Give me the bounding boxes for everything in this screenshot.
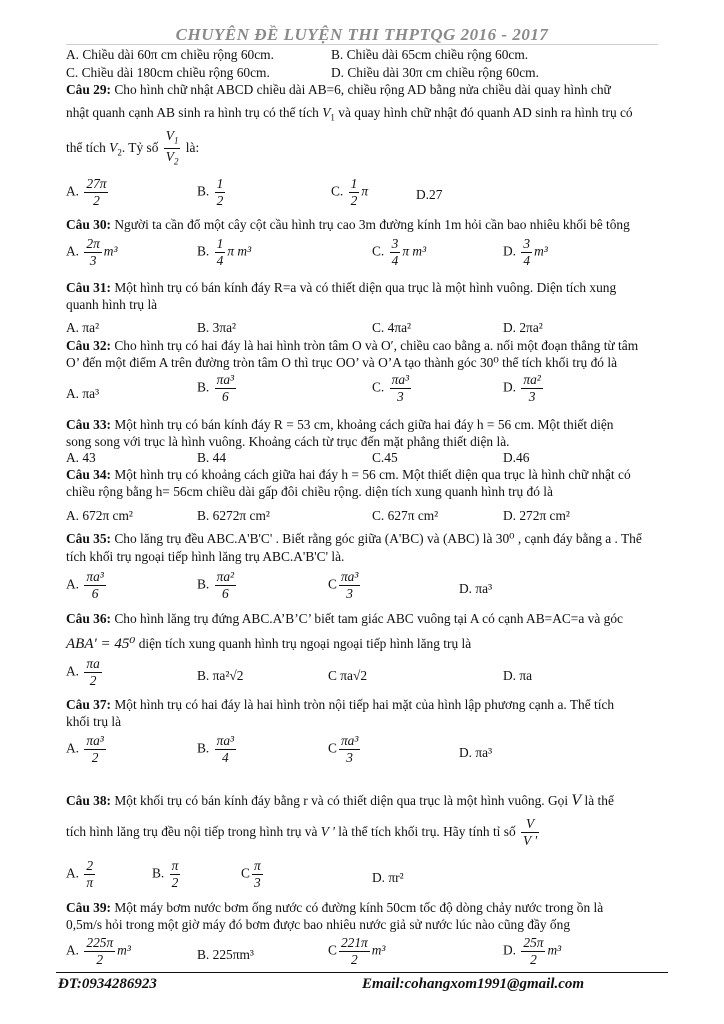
q30-b-num: 1 [216,236,224,251]
q34-option-c[interactable]: C. 627π cm² [372,508,439,523]
q32-option-a[interactable]: A. πa³ [66,386,100,401]
q29-v2-sub: 2 [117,147,122,158]
q30-d-num: 3 [523,236,531,251]
q37-c-num: πa³ [340,733,359,748]
q29-v1: V [322,105,331,120]
q37-option-a[interactable]: A. $\frac{\text{πa³}}{2}$ [66,733,104,765]
q30-option-d[interactable]: D. $\frac{3}{4}$ m³ [503,236,548,268]
q39-c-tail: m³ [371,942,386,958]
q30-line1 [66,216,630,233]
q30-c-num: 3 [391,236,399,251]
q29-ratio-num: V [165,127,174,143]
q31-option-a[interactable]: A. πa² [66,320,100,335]
prev-option-d: D. Chiều dài 30π cm chiều rộng 60cm. [331,65,539,80]
q33-option-c[interactable]: C.45 [372,450,398,465]
q33-option-b[interactable]: B. 44 [197,450,227,465]
page-header: CHUYÊN ĐỀ LUYỆN THI THPTQG 2016 - 2017 [175,25,549,44]
q31-line1 [66,279,616,296]
q29-ratio-den: V [165,149,174,165]
q38-text1: Một khối trụ có bán kính đáy bằng r và có thiết diện qua trục là một hình vuông. Gọi [111,793,572,808]
q29-text3c: là: [182,140,200,155]
q39-label: Câu 39: [66,900,112,915]
q37-b-num: πa³ [216,733,235,748]
q32-b-num: πa³ [216,372,235,387]
q37-option-d[interactable]: D. πa³ [459,745,493,760]
prev-option-a: A. Chiều dài 60π cm chiều rộng 60cm. [66,47,274,62]
q35-option-d[interactable]: D. πa³ [459,581,493,596]
q37-a-num: πa³ [86,733,104,748]
q36-option-d[interactable]: D. πa [503,668,533,683]
q38-line2 [66,812,541,852]
q38-line1 [66,792,614,809]
q32-d-den: 3 [528,389,536,404]
q33-line2: song song với trục là hình vuông. Khoảng cách từ trục đến mặt phẳng thiết diện là. [66,434,510,449]
q37-option-b[interactable]: B. $\frac{\text{πa³}}{4}$ [197,733,235,765]
q29-c-den: 2 [350,193,358,208]
q37-label: Câu 37: [66,697,112,712]
header-rule [66,44,658,45]
q36-angle: ABA' = 45⁰ [66,636,136,652]
q39-option-c[interactable]: C $\frac{221\pi}{2}$ m³ [328,935,386,967]
q29-a-den: 2 [93,193,100,208]
q29-v1-sub: 1 [330,112,335,123]
q29-option-a[interactable]: A. $\frac{27\pi}{2}$ [66,176,107,208]
q35-option-a[interactable]: A. $\frac{\text{πa³}}{6}$ [66,569,104,601]
q38-text1b: là thể [581,793,614,808]
q32-d-num: πa² [523,372,541,387]
q37-text1: Một hình trụ có hai đáy là hai hình tròn nội tiếp hai mặt của hình lập phương cạnh a. Thể tích [111,697,615,712]
q29-label: Câu 29: [66,82,112,97]
q36-option-b[interactable]: B. πa²√2 [197,668,244,683]
q31-option-d[interactable]: D. 2πa² [503,320,543,335]
q36-line1 [66,610,623,627]
q38-v: V [571,792,582,809]
q39-a-num: 225π [86,935,114,950]
q29-ratio-den-sub: 2 [173,157,179,168]
q31-option-b[interactable]: B. 3πa² [197,320,237,335]
q33-option-d[interactable]: D.46 [503,450,530,465]
q38-label: Câu 38: [66,793,112,808]
q38-ratio-num: V [521,816,539,833]
q29-option-c[interactable]: C. $\frac{1}{2}$ π [331,176,369,208]
q32-line1 [66,337,638,354]
q29-b-num: 1 [216,176,224,191]
q30-option-c[interactable]: C. $\frac{3}{4}$ π m³ [372,236,427,268]
q35-option-c[interactable]: C $\frac{\text{πa³}}{3}$ [328,569,359,601]
q38-option-a[interactable]: A. $\frac{2}{\pi}$ [66,858,94,890]
q36-label: Câu 36: [66,611,112,626]
q38-vprime: V ' [320,824,335,839]
q35-b-num: πa² [216,569,235,584]
q35-a-den: 6 [91,586,99,601]
q39-d-den: 2 [530,952,537,967]
q37-a-den: 2 [91,750,99,765]
q35-line2: tích khối trụ ngoại tiếp hình lăng trụ ABC.A'B'C' là. [66,549,345,564]
q39-text1: Một máy bơm nước bơm ống nước có đường kính 50cm tốc độ dòng chảy nước trong ồn là [111,900,604,915]
q33-option-a[interactable]: A. 43 [66,450,96,465]
footer-rule [56,972,668,973]
q32-c-num: πa³ [391,372,410,387]
q39-option-b[interactable]: B. 225πm³ [197,947,254,962]
q32-text1: Cho hình trụ có hai đáy là hai hình tròn tâm O và O′, chiều cao bằng a. nối một đoạn thẳng từ tâm [111,338,639,353]
q39-a-den: 2 [96,952,104,967]
q36-option-c[interactable]: C πa√2 [328,668,368,683]
prev-option-b: B. Chiều dài 65cm chiều rộng 60cm. [331,47,529,62]
q29-ratio [164,128,181,170]
q35-b-den: 6 [222,586,229,601]
q38-a-den: π [86,875,94,890]
q29-option-d[interactable]: D.27 [416,187,443,202]
q29-option-b[interactable]: B. $\frac{1}{2}$ [197,176,224,208]
q36-option-a[interactable]: A. $\frac{\pi a}{2}$ [66,656,100,688]
q36-text1: Cho hình lăng trụ đứng ABC.A’B’C’ biết tam giác ABC vuông tại A có cạnh AB=AC=a và góc [111,611,623,626]
q30-a-tail: m³ [103,243,118,259]
q36-text2b: diện tích xung quanh hình trụ ngoại ngoại tiếp hình lăng trụ là [135,636,472,651]
q35-a-num: πa³ [86,569,104,584]
footer-phone: ĐT:0934286923 [58,976,157,992]
q38-text2b: là thể tích khối trụ. Hãy tính tỉ số [334,824,520,839]
q30-d-tail: m³ [534,243,548,259]
q32-b-den: 6 [222,389,229,404]
q29-text2a: nhật quanh cạnh AB sinh ra hình trụ có thể tích [66,105,323,120]
q29-text2b: và quay hình chữ nhật đó quanh AD sinh ra hình trụ có [334,105,633,120]
q38-b-num: π [171,858,179,873]
q29-b-den: 2 [216,193,224,208]
q38-c-num: π [253,858,261,873]
q39-option-a[interactable]: A. $\frac{225\pi}{2}$ m³ [66,935,131,967]
q32-label: Câu 32: [66,338,112,353]
q38-a-num: 2 [84,858,95,875]
q39-option-d[interactable]: D. $\frac{25\pi}{2}$ m³ [503,935,562,967]
q37-b-den: 4 [222,750,229,765]
q31-label: Câu 31: [66,280,112,295]
q39-line1 [66,899,603,916]
q35-c-num: πa³ [340,569,359,584]
q38-option-b[interactable]: B. $\frac{\pi}{2}$ [152,858,179,890]
q33-label: Câu 33: [66,417,112,432]
q34-line1 [66,466,631,483]
q30-a-num: 2π [86,236,100,251]
q34-text1: Một hình trụ có khoảng cách giữa hai đáy h = 56 cm. Một thiết diện qua trục là hình chữ nhật có [111,467,631,482]
q36-a-den: 2 [89,673,97,688]
q38-c-den: 3 [253,875,261,890]
q29-text3a: thể tích [66,140,110,155]
q34-option-b[interactable]: B. 6272π cm² [197,508,270,523]
q29-text1: Cho hình chữ nhật ABCD chiều dài AB=6, chiều rộng AD bằng nửa chiều dài quay hình chữ [111,82,611,97]
q29-c-num: 1 [350,176,358,191]
q31-line2: quanh hình trụ là [66,297,158,312]
q38-text2a: tích hình lăng trụ đều nội tiếp trong hình trụ và [66,824,321,839]
q30-a-den: 3 [89,253,97,268]
q34-label: Câu 34: [66,467,112,482]
q35-line1 [66,530,642,547]
q29-text3b: . Tỷ số [121,140,162,155]
q30-c-tail: π m³ [402,243,427,259]
q36-line2 [66,635,471,653]
q32-c-den: 3 [397,389,404,404]
q29-ratio-num-sub: 1 [173,135,179,146]
q37-line1 [66,696,614,713]
q36-a-num: πa [86,656,100,671]
q29-c-tail: π [361,183,369,199]
q30-d-den: 4 [523,253,531,268]
q30-b-den: 4 [216,253,224,268]
q35-c-den: 3 [346,586,353,601]
q29-line3 [66,126,199,175]
q38-b-den: 2 [171,875,179,890]
q29-v2: V [109,140,118,155]
footer-email[interactable]: Email:cohangxom1991@gmail.com [362,976,585,992]
q39-d-tail: m³ [547,942,562,958]
q31-option-c[interactable]: C. 4πa² [372,320,412,335]
q32-option-b[interactable]: B. $\frac{\text{πa³}}{6}$ [197,372,235,404]
q29-a-num: 27π [86,176,107,191]
q30-c-den: 4 [391,253,399,268]
q32-line2: O’ đến một điểm A trên đường tròn tâm O thì trục OO’ và O’A tạo thành góc 30⁰ thể tích khối trụ đó là [66,355,618,370]
q34-line2: chiều rộng bằng h= 56cm chiều dài gấp đôi chiều rộng. diện tích xung quanh hình trụ đó là [66,484,553,499]
q37-c-den: 3 [346,750,353,765]
q30-label: Câu 30: [66,217,112,232]
q33-text1: Một hình trụ có bán kính đáy R = 53 cm, khoảng cách giữa hai đáy h = 56 cm. Một thiết diện [111,417,614,432]
q34-option-a[interactable]: A. 672π cm² [66,508,133,523]
q35-option-b[interactable]: B. $\frac{\text{πa²}}{6}$ [197,569,235,601]
q39-c-num: 221π [340,935,368,950]
q30-text: Người ta cần đổ một cây cột cầu hình trụ cao 3m đường kính 1m hỏi cần bao nhiêu khối bê tông [111,217,630,232]
q38-ratio-den: V ' [523,833,538,849]
q30-option-a[interactable]: A. $\frac{2\pi}{3}$ m³ [66,236,118,268]
q29-line2 [66,104,633,127]
q35-text1: Cho lăng trụ đều ABC.A'B'C' . Biết rằng góc giữa (A'BC) và (ABC) là 30⁰ , cạnh đáy bằng a . Thể [111,531,642,546]
q38-option-c[interactable]: C $\frac{\pi}{3}$ [241,858,261,890]
q39-c-den: 2 [350,952,358,967]
q38-option-d[interactable]: D. πr² [372,870,404,885]
q39-d-num: 25π [523,935,544,950]
q32-option-c[interactable]: C. $\frac{\text{πa³}}{3}$ [372,372,410,404]
q37-line2: khối trụ là [66,714,122,729]
q30-option-b[interactable]: B. $\frac{1}{4}$ π m³ [197,236,252,268]
q32-option-d[interactable]: D. $\frac{\text{πa²}}{3}$ [503,372,541,404]
prev-option-c: C. Chiều dài 180cm chiều rộng 60cm. [66,65,270,80]
q38-ratio [521,816,539,849]
q29-line1 [66,81,611,98]
q30-b-tail: π m³ [227,243,252,259]
q35-label: Câu 35: [66,531,112,546]
q34-option-d[interactable]: D. 272π cm² [503,508,570,523]
q31-text1: Một hình trụ có bán kính đáy R=a và có thiết diện qua trục là một hình vuông. Diện tích xung [111,280,617,295]
q39-a-tail: m³ [117,942,131,958]
q37-option-c[interactable]: C $\frac{\text{πa³}}{3}$ [328,733,359,765]
q39-line2: 0,5m/s hỏi trong một giờ máy đó bơm được bao nhiêu nước giả sử nước lúc nào cũng đầy ống [66,917,571,932]
q33-line1 [66,416,614,433]
